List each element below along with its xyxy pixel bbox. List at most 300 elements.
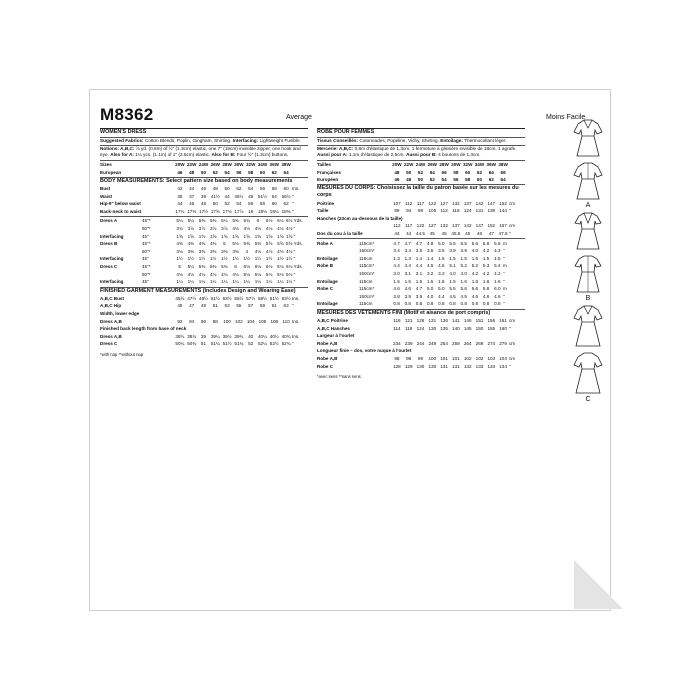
- value-cell: 50¾: [187, 341, 197, 347]
- value-cell: 56: [236, 169, 242, 175]
- value-cell: 5.5: [449, 286, 456, 292]
- value-cell: 58: [259, 201, 266, 207]
- unit-cell: m: [503, 240, 507, 246]
- value-cell: 3.9: [404, 293, 411, 299]
- value-cell: 131: [452, 363, 460, 369]
- value-cell: 60: [283, 186, 289, 192]
- row-label: Entoilage: [317, 278, 338, 284]
- unit-cell: ": [292, 201, 294, 207]
- body-table: [100, 185, 308, 215]
- value-cell: 140: [452, 325, 460, 331]
- value-cell: 45.5: [451, 231, 461, 237]
- value-cell: 3.1: [404, 271, 411, 277]
- value-cell: 5⅛: [265, 271, 273, 277]
- value-cell: 108: [270, 318, 279, 324]
- value-cell: 104: [246, 318, 255, 324]
- value-cell: 1¼: [209, 279, 217, 285]
- unit-cell: cm: [509, 200, 516, 206]
- value-cell: 5⅜: [209, 218, 217, 224]
- value-cell: 1.5: [393, 278, 400, 284]
- value-cell: 4⅛: [209, 271, 217, 277]
- value-cell: 104: [499, 355, 507, 361]
- value-cell: 46: [394, 177, 400, 183]
- value-cell: 1½: [198, 256, 206, 262]
- value-cell: 51: [200, 341, 207, 347]
- value-cell: 99: [417, 208, 424, 214]
- value-cell: 1.6: [471, 278, 479, 284]
- value-cell: 129: [404, 363, 413, 369]
- value-cell: 34W: [474, 161, 485, 167]
- value-cell: 5⅜: [232, 218, 239, 224]
- table-row: [317, 339, 525, 347]
- spacer-cell: [162, 161, 174, 169]
- value-cell: 58: [271, 186, 277, 192]
- value-cell: 5.0: [438, 240, 445, 246]
- value-cell: 0.8: [494, 301, 501, 307]
- row-label: [317, 293, 359, 301]
- value-cell: 20W: [175, 161, 185, 167]
- value-cell: 101: [452, 355, 460, 361]
- value-cell: 4.4: [404, 263, 411, 269]
- value-cell: 62: [283, 201, 289, 207]
- table-row: [317, 176, 525, 184]
- value-cell: 64: [283, 169, 289, 175]
- value-cell: 44: [224, 193, 230, 199]
- value-cell: 55: [236, 303, 242, 309]
- value-cell: 4.7: [393, 240, 400, 246]
- value-cell: 130: [428, 363, 437, 369]
- finished-table: [317, 317, 525, 370]
- unit-cell: Ins.: [292, 318, 300, 324]
- row-label: Hip-9" below waist: [100, 201, 141, 207]
- value-cell: 63½: [281, 295, 291, 301]
- value-cell: 119: [405, 325, 413, 331]
- subheading-row: [317, 347, 525, 355]
- value-cell: 50¼: [175, 341, 185, 347]
- unit-cell: ": [509, 208, 511, 214]
- value-cell: 118: [452, 208, 460, 214]
- spacer-cell: [379, 255, 391, 263]
- value-cell: 127: [440, 200, 448, 206]
- spacer-cell: [379, 207, 391, 215]
- spacer-cell: [379, 293, 391, 301]
- value-cell: 1.5: [494, 255, 501, 261]
- value-cell: 5⅛: [232, 241, 239, 247]
- row-label: Dress C: [100, 264, 118, 270]
- value-cell: 46: [465, 231, 471, 237]
- value-cell: 1.5: [404, 278, 411, 284]
- value-cell: 5⅜: [198, 218, 206, 224]
- table-row: [100, 240, 308, 248]
- table-row: [100, 332, 308, 340]
- value-cell: 126: [416, 318, 425, 323]
- row-label: A,B,C Bust: [100, 295, 124, 301]
- value-cell: 4.5: [426, 263, 434, 269]
- spacer-cell: [379, 230, 391, 238]
- value-cell: 132: [440, 223, 448, 229]
- value-cell: 4.0: [460, 271, 467, 277]
- value-cell: 4.7: [415, 286, 423, 292]
- value-cell: 60: [465, 169, 471, 175]
- value-cell: 3⅛: [176, 248, 183, 254]
- value-cell: 94: [406, 208, 412, 214]
- value-cell: 5¾: [243, 218, 250, 224]
- value-cell: 4.4: [438, 293, 445, 299]
- unit-cell: 4⅛ ": [286, 226, 296, 232]
- value-cell: 48: [200, 201, 207, 207]
- value-cell: 39¼: [210, 333, 220, 339]
- value-cell: 1.5: [471, 255, 479, 261]
- value-cell: 17⅝: [210, 208, 220, 214]
- value-cell: 1.6: [482, 278, 490, 284]
- value-cell: 18⅛: [258, 208, 267, 214]
- value-cell: 5.5: [449, 240, 456, 246]
- value-cell: 107: [393, 200, 401, 206]
- unit-cell: ": [503, 271, 505, 277]
- value-cell: 39½: [222, 333, 232, 339]
- spacer-cell: [379, 317, 391, 325]
- value-cell: 46: [476, 231, 483, 237]
- value-cell: 264: [463, 340, 472, 346]
- value-cell: 98: [212, 318, 218, 324]
- table-row: [100, 161, 308, 169]
- unit-cell: m: [503, 286, 507, 292]
- value-cell: 1.5: [449, 255, 456, 261]
- table-row: [317, 285, 525, 293]
- value-cell: 1¼: [277, 279, 284, 285]
- subheading: Longueur finie – dos, votre nuque à l'ourlet: [317, 348, 412, 354]
- value-cell: 28W: [222, 161, 232, 167]
- value-cell: 61½: [269, 295, 279, 301]
- dress-c-front-sketch: [571, 304, 605, 348]
- value-cell: 94: [189, 318, 195, 324]
- spacer-cell: [162, 192, 174, 200]
- unit-cell: ": [503, 293, 505, 299]
- value-cell: 1.5: [426, 278, 434, 284]
- row-label: Entoilage: [317, 255, 338, 261]
- value-cell: 24W: [198, 161, 209, 167]
- table-row: [317, 324, 525, 332]
- value-cell: 4⅛: [265, 226, 273, 232]
- unit-cell: ": [292, 341, 294, 347]
- value-cell: 5.2: [471, 263, 479, 269]
- value-cell: 249: [428, 340, 437, 346]
- value-cell: 3.2: [426, 271, 434, 277]
- value-cell: 62: [476, 169, 483, 175]
- value-cell: 3⅞: [209, 226, 217, 232]
- value-cell: 47½: [187, 295, 197, 301]
- value-cell: 4.6: [393, 286, 400, 292]
- spacer-cell: [162, 232, 174, 240]
- table-row: [317, 255, 525, 263]
- value-cell: 279: [499, 340, 507, 346]
- value-cell: 44: [189, 186, 195, 192]
- value-cell: 6⅛: [277, 264, 284, 270]
- row-label: Robe B: [317, 263, 334, 269]
- row-label: Robe A,B: [317, 340, 338, 346]
- value-cell: 1.4: [426, 255, 434, 261]
- value-cell: 3.4: [393, 248, 400, 254]
- unit-cell: ": [509, 325, 511, 331]
- unit-cell: Ins.: [292, 333, 300, 339]
- value-cell: 57½: [246, 295, 256, 301]
- value-cell: 17½: [199, 208, 208, 214]
- unit-cell: ": [292, 303, 294, 309]
- value-cell: 160: [499, 325, 507, 331]
- table-row: [317, 207, 525, 215]
- value-cell: 60: [259, 169, 266, 175]
- value-cell: 5.8: [482, 286, 490, 292]
- value-cell: 244: [416, 340, 425, 346]
- dress-a-back-sketch: [571, 161, 605, 201]
- value-cell: 66: [500, 169, 506, 175]
- table-row: [317, 270, 525, 278]
- value-cell: 48: [189, 169, 195, 175]
- value-cell: 0.8: [404, 301, 411, 307]
- value-cell: 3.8: [393, 293, 400, 299]
- value-cell: 4.2: [471, 271, 479, 277]
- table-row: [100, 278, 308, 286]
- row-label: Robe A,B: [317, 355, 338, 361]
- value-cell: 1⅝: [243, 233, 250, 239]
- unit-cell: cm: [509, 355, 516, 361]
- value-cell: 1⅝: [198, 233, 206, 239]
- value-cell: 5.5: [460, 240, 467, 246]
- value-cell: 20W: [392, 161, 402, 167]
- value-cell: 5.6: [494, 240, 501, 246]
- value-cell: 4.4: [415, 263, 423, 269]
- value-cell: 54: [236, 201, 242, 207]
- value-cell: 3⅞: [198, 226, 206, 232]
- value-cell: 122: [416, 223, 425, 229]
- spacer-cell: [379, 176, 391, 184]
- value-cell: 3.2: [438, 271, 445, 277]
- yardage-table: [317, 239, 525, 307]
- fabric-width-cell: 45"*: [142, 264, 151, 270]
- spacer-cell: [162, 255, 174, 263]
- value-cell: 122: [428, 200, 437, 206]
- value-cell: 53: [224, 303, 230, 309]
- value-cell: 112: [405, 200, 413, 206]
- difficulty-english: Average: [286, 114, 312, 121]
- table-row: [100, 263, 308, 271]
- unit-cell: [509, 176, 525, 184]
- value-cell: 4⅛: [254, 248, 262, 254]
- value-cell: 99: [417, 355, 424, 361]
- value-cell: 4⅛: [221, 271, 228, 277]
- value-cell: 3⅞: [221, 226, 228, 232]
- value-cell: 4.0: [449, 271, 456, 277]
- fabric-width-cell: 45": [142, 233, 149, 239]
- value-cell: 17¾: [222, 208, 232, 214]
- value-cell: 4.6: [494, 293, 501, 299]
- unit-cell: ": [503, 278, 505, 284]
- table-row: [100, 248, 308, 256]
- value-cell: 39: [200, 193, 207, 199]
- table-row: [317, 277, 525, 285]
- value-cell: 54: [271, 193, 277, 199]
- value-cell: 234: [393, 340, 401, 346]
- unit-cell: 6⅛ Yds.: [286, 264, 303, 270]
- spacer-cell: [379, 199, 391, 207]
- row-label: Taille: [317, 208, 329, 214]
- spacer-cell: [162, 332, 174, 340]
- row-label: [100, 225, 142, 233]
- value-cell: 53½: [222, 295, 232, 301]
- value-cell: 6: [256, 218, 260, 224]
- value-cell: 38½: [175, 333, 185, 339]
- table-row: [317, 247, 525, 255]
- value-cell: 32W: [462, 161, 473, 167]
- row-label: European: [100, 169, 122, 175]
- value-cell: 1⅝: [187, 233, 194, 239]
- value-cell: 52½: [269, 341, 279, 347]
- row-label: Européen: [317, 177, 339, 183]
- value-cell: 46½: [234, 193, 244, 199]
- value-cell: 18¼: [269, 208, 279, 214]
- unit-cell: ": [503, 248, 505, 254]
- value-cell: 4.7: [404, 240, 411, 246]
- value-cell: 5⅜: [221, 264, 228, 270]
- table-row: [100, 192, 308, 200]
- value-cell: 41½: [210, 193, 220, 199]
- value-cell: 4.8: [426, 240, 434, 246]
- value-cell: 1½: [176, 256, 183, 262]
- value-cell: 34W: [257, 161, 268, 167]
- value-cell: 45: [177, 303, 183, 309]
- value-cell: 56: [259, 186, 266, 192]
- value-cell: 1.4: [415, 255, 423, 261]
- value-cell: 114: [393, 325, 401, 331]
- table-row: [317, 222, 525, 230]
- view-illustrations: [562, 118, 614, 405]
- value-cell: 22W: [403, 161, 414, 167]
- value-cell: 54: [441, 177, 447, 183]
- value-cell: 28W: [439, 161, 449, 167]
- value-cell: 49½: [199, 295, 208, 301]
- fabric-width-cell: 115cm: [359, 301, 373, 307]
- value-cell: 38¾: [187, 333, 197, 339]
- spacer-cell: [379, 362, 391, 370]
- value-cell: 4⅛: [243, 226, 250, 232]
- value-cell: 30W: [234, 161, 244, 167]
- spacer-cell: [379, 247, 391, 255]
- yardage-table: [100, 217, 308, 285]
- table-row: [100, 255, 308, 263]
- value-cell: 4⅛: [187, 271, 194, 277]
- value-cell: 1⅝: [265, 233, 273, 239]
- unit-cell: ": [509, 363, 511, 369]
- body-table: [317, 199, 525, 237]
- value-cell: 56½: [281, 193, 291, 199]
- fabric-width-cell: 60"*: [142, 226, 151, 232]
- value-cell: 5¼: [221, 218, 228, 224]
- value-cell: 4⅜: [187, 241, 194, 247]
- value-cell: 0.8: [460, 301, 467, 307]
- value-cell: 61: [271, 303, 277, 309]
- value-cell: 26W: [427, 161, 438, 167]
- spacer-cell: [379, 168, 391, 176]
- value-cell: 1¼: [176, 279, 183, 285]
- value-cell: 50: [200, 169, 207, 175]
- subheading-row: [317, 215, 525, 223]
- value-cell: 3.9: [460, 248, 467, 254]
- value-cell: 52: [429, 177, 435, 183]
- value-cell: 132: [463, 363, 472, 369]
- value-cell: 3.5: [438, 248, 445, 254]
- value-cell: 146: [463, 318, 472, 323]
- value-cell: 124: [463, 208, 472, 214]
- value-cell: 46: [200, 186, 207, 192]
- spacer-cell: [162, 302, 174, 310]
- subheading: Width, lower edge: [100, 311, 140, 316]
- fabric-width-cell: 150cm*: [359, 248, 375, 254]
- spacer-cell: [379, 285, 391, 293]
- value-cell: 55½: [234, 295, 244, 301]
- value-cell: 4⅛: [265, 248, 273, 254]
- value-cell: 5⅝: [265, 241, 273, 247]
- unit-cell: ": [292, 193, 294, 199]
- subheading: Hanches (23cm au-dessous de la taille): [317, 215, 403, 221]
- value-cell: 17⅜: [187, 208, 197, 214]
- value-cell: 46: [189, 201, 195, 207]
- value-cell: 145: [463, 325, 472, 331]
- value-cell: 5⅜: [254, 241, 262, 247]
- sizes-table: [100, 161, 308, 176]
- table-row: [100, 208, 308, 216]
- finished-heading: MESURES DES VÊTEMENTS FINI (Motif et aisance de port compris): [317, 309, 491, 316]
- value-cell: 4⅛: [277, 248, 284, 254]
- unit-cell: ": [503, 255, 505, 261]
- section-title: ROBE POUR FEMMES: [317, 129, 375, 135]
- value-cell: 100: [428, 355, 437, 361]
- value-cell: 3.5: [426, 248, 434, 254]
- value-cell: 4⅛: [176, 271, 183, 277]
- value-cell: 5⅝: [277, 241, 284, 247]
- table-row: [317, 355, 525, 363]
- value-cell: 1½: [187, 256, 194, 262]
- value-cell: 141: [452, 318, 460, 323]
- value-cell: 58: [248, 169, 254, 175]
- value-cell: 45: [441, 231, 447, 237]
- table-row: [100, 317, 308, 325]
- dress-b-back-sketch: [571, 254, 605, 294]
- value-cell: 58: [453, 169, 459, 175]
- value-cell: 60: [271, 201, 277, 207]
- value-cell: 1.6: [460, 278, 467, 284]
- spacer-cell: [162, 317, 174, 325]
- value-cell: 45½: [175, 295, 185, 301]
- table-row: [100, 302, 308, 310]
- value-cell: 48: [406, 177, 412, 183]
- value-cell: 4.2: [482, 271, 490, 277]
- value-cell: 50: [224, 186, 230, 192]
- value-cell: 5¼: [187, 264, 194, 270]
- value-cell: 132: [452, 200, 460, 206]
- spacer-cell: [162, 208, 174, 216]
- value-cell: 44.5: [416, 231, 425, 237]
- value-cell: 52: [224, 201, 230, 207]
- value-cell: 3.9: [449, 248, 456, 254]
- value-cell: 0.8: [449, 301, 456, 307]
- fabric-width-cell: 60"*: [142, 248, 151, 254]
- value-cell: 52: [212, 169, 218, 175]
- value-cell: 6⅛: [265, 218, 273, 224]
- unit-cell: cm: [509, 223, 516, 229]
- value-cell: 52: [236, 186, 242, 192]
- row-label: A,B,C Poitrine: [317, 318, 348, 323]
- fabric-width-cell: 115cm*: [359, 286, 375, 292]
